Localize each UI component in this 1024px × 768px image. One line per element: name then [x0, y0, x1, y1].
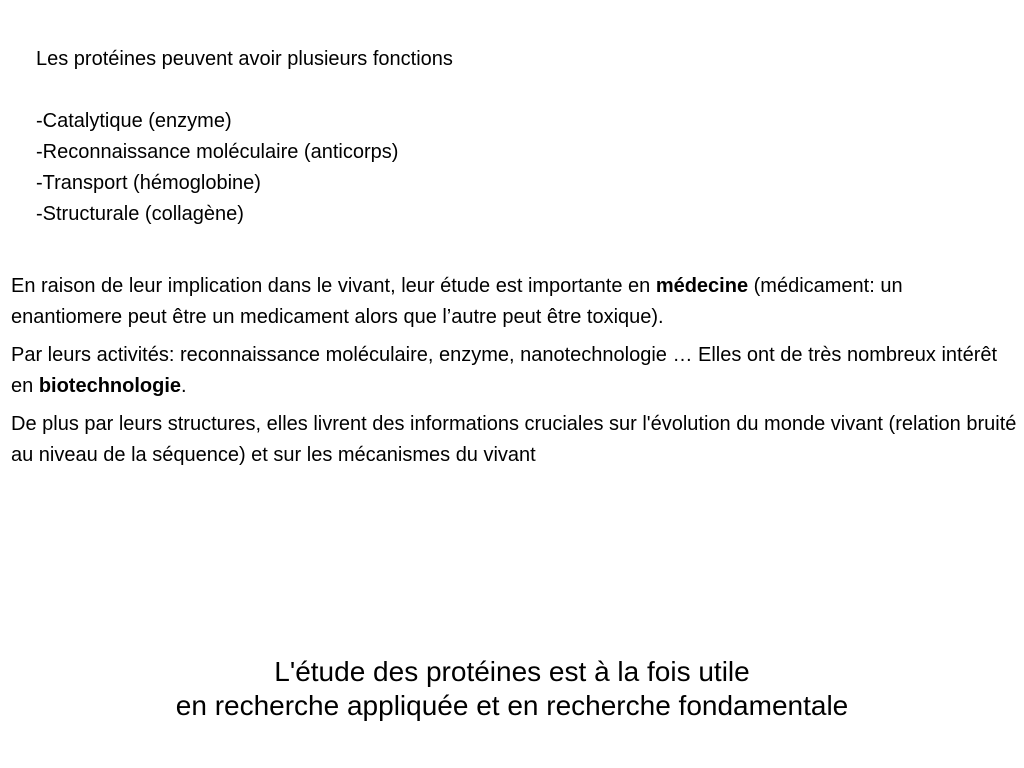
paragraph-evolution: De plus par leurs structures, elles livrent des informations cruciales sur l'évolution du monde vivant (relation bruité au niveau de la séquence) et sur les mécanismes du vivant: [11, 413, 1017, 466]
function-item-structural: -Structurale (collagène): [36, 203, 244, 225]
keyword-biotechnologie: biotechnologie: [38, 375, 182, 397]
conclusion-line-2: en recherche appliquée et en recherche fondamentale: [175, 690, 849, 721]
paragraph-biotechnology: [11, 340, 1017, 402]
functions-heading: Les protéines peuvent avoir plusieurs fonctions: [36, 48, 453, 70]
conclusion-line-1: L'étude des protéines est à la fois utile: [274, 656, 750, 687]
body-text: [11, 271, 1017, 478]
function-item-transport: -Transport (hémoglobine): [36, 172, 261, 194]
function-item-recognition: -Reconnaissance moléculaire (anticorps): [36, 141, 399, 163]
paragraph-medicine-text-start: En raison de leur implication dans le vivant, leur étude est importante en: [11, 275, 656, 297]
paragraph-medicine-text-end: (médicament: un enantiomere peut être un medicament alors que l’autre peut être toxique).: [11, 275, 903, 328]
function-item-catalytic: -Catalytique (enzyme): [36, 110, 232, 132]
conclusion: [0, 655, 1024, 723]
paragraph-medicine: [11, 271, 1017, 333]
keyword-medecine: médecine: [655, 275, 749, 297]
paragraph-biotechnology-text-end: .: [181, 375, 187, 397]
paragraph-biotechnology-text-start: Par leurs activités: reconnaissance moléculaire, enzyme, nanotechnologie … Elles ont de très nombreux intérêt en: [11, 344, 998, 397]
functions-section: [36, 44, 736, 230]
functions-list: [36, 106, 736, 230]
